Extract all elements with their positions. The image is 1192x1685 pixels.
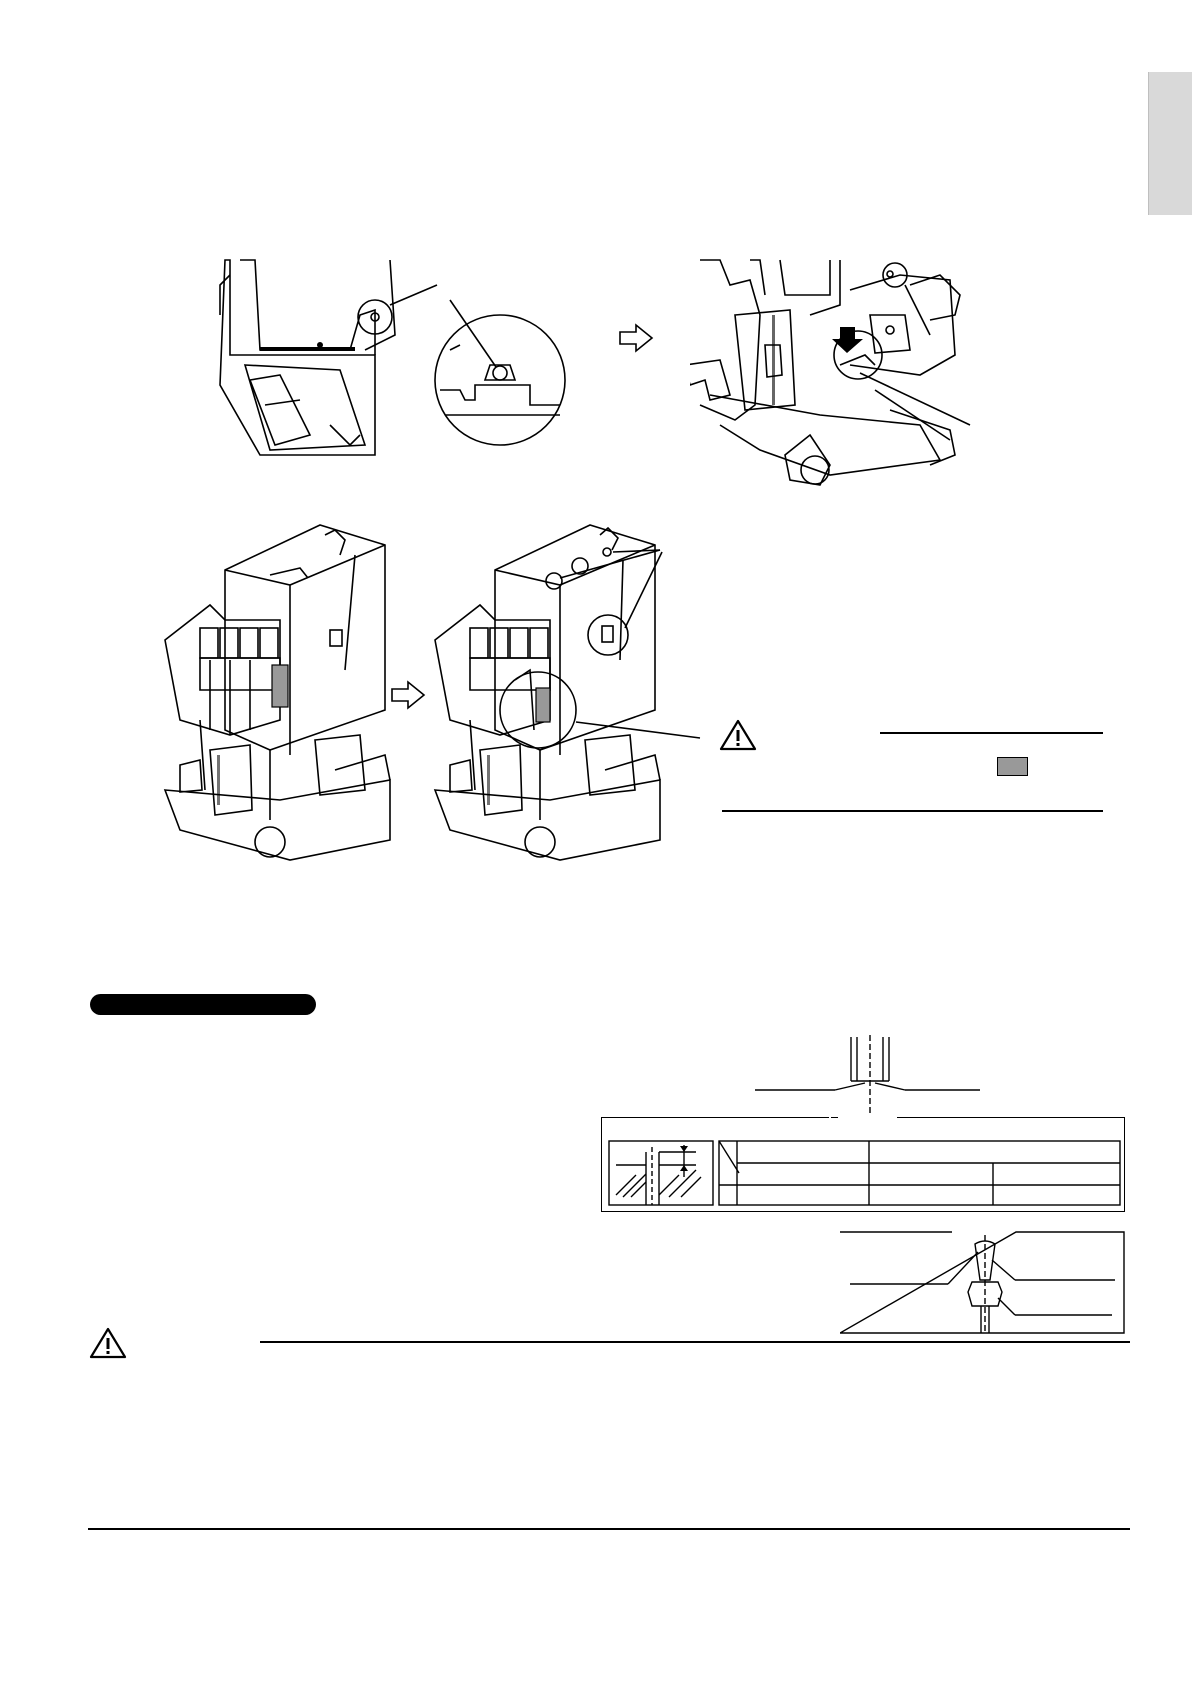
caution-bottom-rule — [722, 810, 1103, 812]
footer-rule — [88, 1528, 1130, 1530]
caution-rule — [260, 1341, 1130, 1343]
side-tab — [1148, 72, 1192, 215]
flare-dimension-table — [601, 1117, 1125, 1212]
caution-icon — [88, 1326, 128, 1360]
step-arrow-icon — [390, 680, 426, 710]
highlight-insulation-pad — [536, 688, 550, 722]
step-arrow-icon — [618, 323, 654, 353]
caution-icon — [718, 718, 758, 752]
shading-legend-swatch — [997, 757, 1028, 776]
highlight-insulation-pad — [272, 665, 288, 707]
illustration-control-box-open — [200, 255, 600, 465]
illustration-cover-after — [430, 520, 730, 865]
illustration-cover-before — [160, 520, 400, 865]
caution-top-rule — [880, 732, 1103, 734]
illustration-pcb-mounting — [690, 255, 1010, 490]
section-heading-pill — [90, 994, 316, 1015]
flare-nut-diagram — [840, 1230, 1125, 1335]
